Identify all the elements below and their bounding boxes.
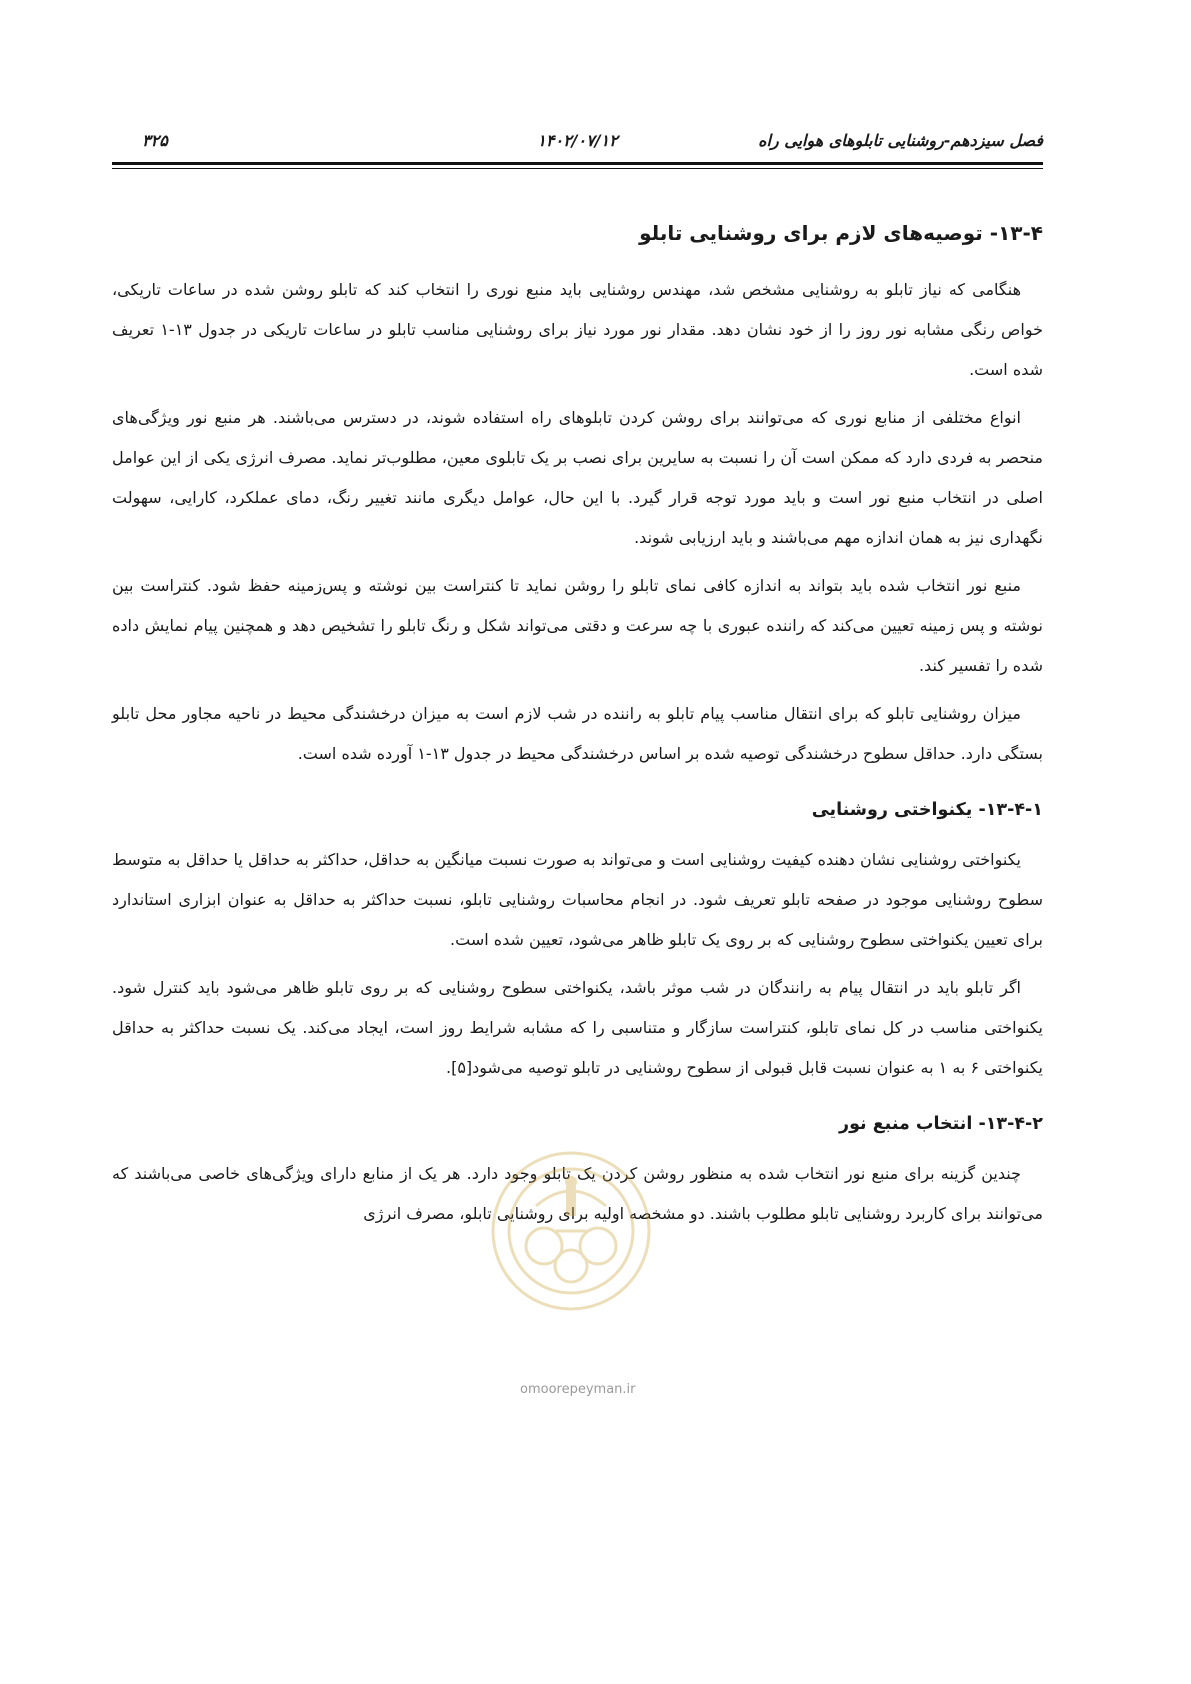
paragraph: چندین گزینه برای منبع نور انتخاب شده به منظور روشن کردن یک تابلو وجود دارد. هر یک از منابع دارای ویژگی‌های خاصی می‌باشند که می‌توانند برای کاربرد روشنایی تابلو مطلوب باشند. دو مشخصه اولیه برای روشنایی تابلو، مصرف انرژی xyxy=(112,1164,1043,1223)
paragraph: منبع نور انتخاب شده باید بتواند به اندازه کافی نمای تابلو را روشن نماید تا کنتراست بین نوشته و پس‌زمینه حفظ شود. کنتراست بین نوشته و پس زمینه تعیین می‌کند که راننده عبوری با چه سرعت و دقتی می‌تواند شکل و رنگ تابلو را تشخیص دهد و همچنین پیام نمایش داده شده را تفسیر کند. xyxy=(112,576,1043,675)
chapter-title: فصل سیزدهم-روشنایی تابلوهای هوایی راه xyxy=(758,131,1043,150)
page-header xyxy=(112,130,1043,160)
paragraph: اگر تابلو باید در انتقال پیام به رانندگان در شب موثر باشد، یکنواختی سطوح روشنایی که بر روی تابلو ظاهر می‌شود باید کنترل شود. یکنواختی مناسب در کل نمای تابلو، کنتراست سازگار و متناسبی را که مشابه شرایط روز است، ایجاد می‌کند. یک نسبت حداکثر به حداقل یکنواختی ۶ به ۱ به عنوان نسبت قابل قبولی از سطوح روشنایی در تابلو توصیه می‌شود[۵]. xyxy=(112,978,1043,1077)
page-number: ۳۲۵ xyxy=(142,131,168,150)
paragraph: یکنواختی روشنایی نشان دهنده کیفیت روشنایی است و می‌تواند به صورت نسبت میانگین به حداقل، حداکثر به حداقل یا حداقل به متوسط سطوح روشنایی موجود در صفحه تابلو تعریف شود. در انجام محاسبات روشنایی تابلو، نسبت حداکثر به حداقل به عنوان ابزاری استاندارد برای تعیین یکنواختی سطوح روشنایی که بر روی یک تابلو ظاهر می‌شود، تعیین شده است. xyxy=(112,850,1043,949)
header-date: ۱۴۰۲/۰۷/۱۲ xyxy=(537,131,618,150)
paragraph: هنگامی که نیاز تابلو به روشنایی مشخص شد، مهندس روشنایی باید منبع نوری را انتخاب کند که تابلو روشن شده در ساعات تاریکی، خواص رنگی مشابه نور روز را از خود نشان دهد. مقدار نور مورد نیاز برای روشنایی مناسب تابلو در ساعات تاریکی در جدول ۱۳-۱ تعریف شده است. xyxy=(112,280,1043,379)
paragraph: میزان روشنایی تابلو که برای انتقال مناسب پیام تابلو به راننده در شب لازم است به میزان درخشندگی محیط در ناحیه مجاور محل تابلو بستگی دارد. حداقل سطوح درخشندگی توصیه شده بر اساس درخشندگی محیط در جدول ۱۳-۱ آورده شده است. xyxy=(112,704,1043,763)
watermark-url: omoorepeyman.ir xyxy=(520,1382,636,1397)
subsection-heading-light-source: ۱۳-۴-۲- انتخاب منبع نور xyxy=(839,1114,1043,1134)
header-divider-thin xyxy=(112,168,1043,169)
header-divider-thick xyxy=(112,162,1043,165)
section-heading: ۱۳-۴- توصیه‌های لازم برای روشنایی تابلو xyxy=(639,221,1043,245)
subsection-heading-uniformity: ۱۳-۴-۱- یکنواختی روشنایی xyxy=(811,800,1043,820)
page-body xyxy=(112,218,1043,1242)
paragraph: انواع مختلفی از منابع نوری که می‌توانند برای روشن کردن تابلوهای راه استفاده شوند، در دسترس می‌باشند. هر منبع نور ویژگی‌های منحصر به فردی دارد که ممکن است آن را نسبت به سایرین برای نصب بر یک تابلوی معین، مطلوب‌تر نماید. مصرف انرژی یکی از این عوامل اصلی در انتخاب منبع نور است و باید مورد توجه قرار گیرد. با این حال، عوامل دیگری مانند تغییر رنگ، دمای عملکرد، کارایی، سهولت نگهداری نیز به همان اندازه مهم می‌باشند و باید ارزیابی شوند. xyxy=(112,408,1043,547)
